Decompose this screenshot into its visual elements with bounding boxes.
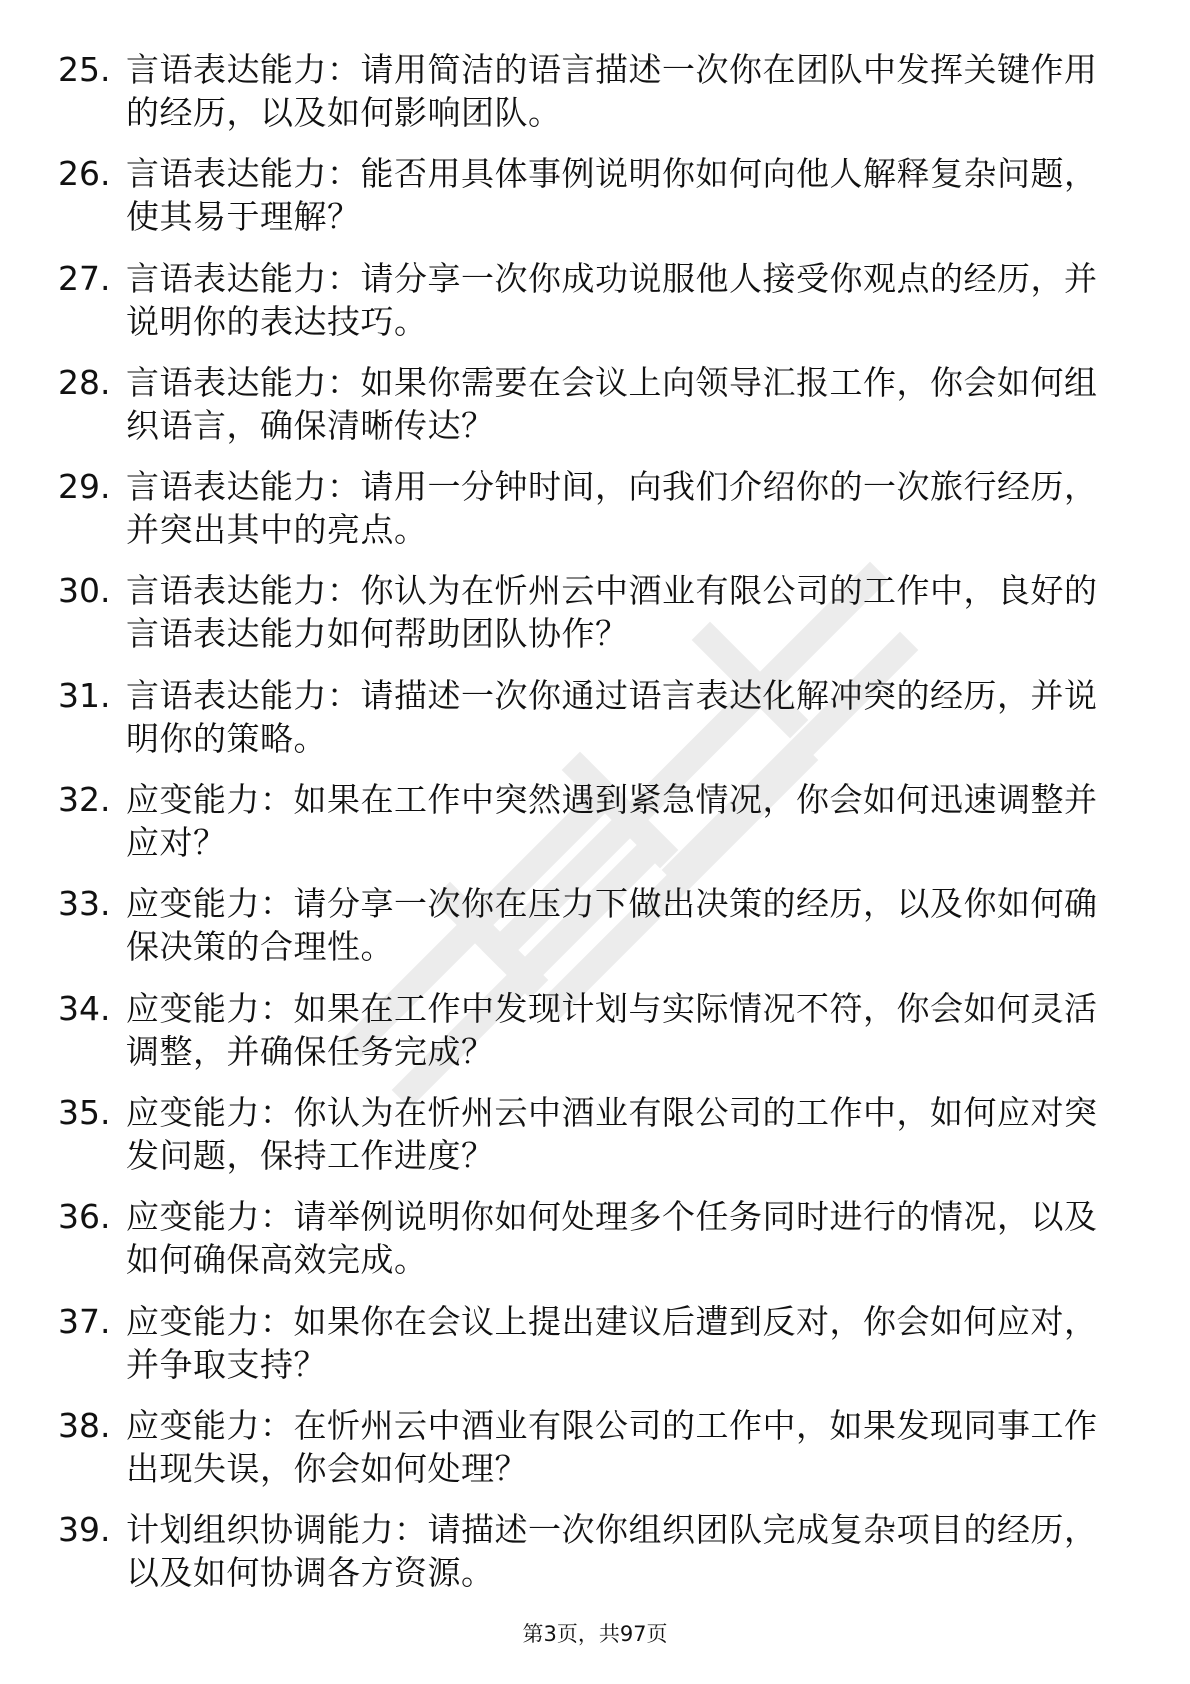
question-text: 应变能力：在忻州云中酒业有限公司的工作中，如果发现同事工作出现失误，你会如何处理？ [126, 1405, 1098, 1488]
question-text: 应变能力：请举例说明你如何处理多个任务同时进行的情况，以及如何确保高效完成。 [126, 1197, 1098, 1280]
list-item [0, 361, 1190, 455]
question-number: 36. [58, 1197, 111, 1237]
question-text: 言语表达能力：请用简洁的语言描述一次你在团队中发挥关键作用的经历，以及如何影响团队。 [126, 50, 1098, 132]
list-item [0, 1195, 1190, 1289]
page-number-footer: 第3页，共97页 [522, 1622, 668, 1646]
question-number: 35. [58, 1092, 111, 1132]
question-text: 应变能力：如果在工作中突然遇到紧急情况，你会如何迅速调整并应对？ [126, 780, 1098, 863]
question-text: 言语表达能力：如果你需要在会议上向领导汇报工作，你会如何组织语言，确保清晰传达？ [126, 362, 1098, 445]
question-number: 33. [58, 884, 111, 924]
list-item [0, 465, 1190, 559]
list-item [0, 48, 1190, 142]
question-number: 37. [58, 1301, 111, 1341]
question-text: 应变能力：请分享一次你在压力下做出决策的经历，以及你如何确保决策的合理性。 [126, 884, 1098, 967]
list-item [0, 1091, 1190, 1185]
question-number: 38. [58, 1405, 111, 1445]
list-item [0, 1508, 1190, 1602]
list-item [0, 152, 1190, 246]
question-text: 言语表达能力：能否用具体事例说明你如何向他人解释复杂问题，使其易于理解？ [126, 154, 1098, 237]
question-number: 25. [58, 50, 111, 89]
question-text: 言语表达能力：你认为在忻州云中酒业有限公司的工作中，良好的言语表达能力如何帮助团队协作？ [126, 571, 1098, 654]
question-text: 应变能力：如果你在会议上提出建议后遭到反对，你会如何应对，并争取支持？ [126, 1301, 1098, 1384]
question-number: 31. [58, 675, 111, 715]
question-text: 言语表达能力：请描述一次你通过语言表达化解冲突的经历，并说明你的策略。 [126, 675, 1098, 758]
list-item [0, 778, 1190, 872]
question-text: 应变能力：你认为在忻州云中酒业有限公司的工作中，如何应对突发问题，保持工作进度？ [126, 1092, 1098, 1175]
list-item [0, 1300, 1190, 1394]
question-text: 言语表达能力：请用一分钟时间，向我们介绍你的一次旅行经历，并突出其中的亮点。 [126, 467, 1098, 550]
list-item [0, 1404, 1190, 1498]
question-number: 26. [58, 154, 111, 194]
question-text: 应变能力：如果在工作中发现计划与实际情况不符，你会如何灵活调整，并确保任务完成？ [126, 988, 1098, 1071]
list-item [0, 987, 1190, 1081]
list-item [0, 882, 1190, 976]
question-text: 言语表达能力：请分享一次你成功说服他人接受你观点的经历，并说明你的表达技巧。 [126, 258, 1098, 341]
question-number: 30. [58, 571, 111, 611]
list-item [0, 257, 1190, 351]
question-text: 计划组织协调能力：请描述一次你组织团队完成复杂项目的经历，以及如何协调各方资源。 [126, 1510, 1098, 1593]
list-item [0, 569, 1190, 663]
question-number: 39. [58, 1510, 111, 1550]
list-item [0, 674, 1190, 768]
question-number: 27. [58, 258, 111, 298]
question-list [0, 48, 1190, 1612]
question-number: 28. [58, 362, 111, 402]
question-number: 34. [58, 988, 111, 1028]
question-number: 29. [58, 467, 111, 507]
question-number: 32. [58, 780, 111, 820]
